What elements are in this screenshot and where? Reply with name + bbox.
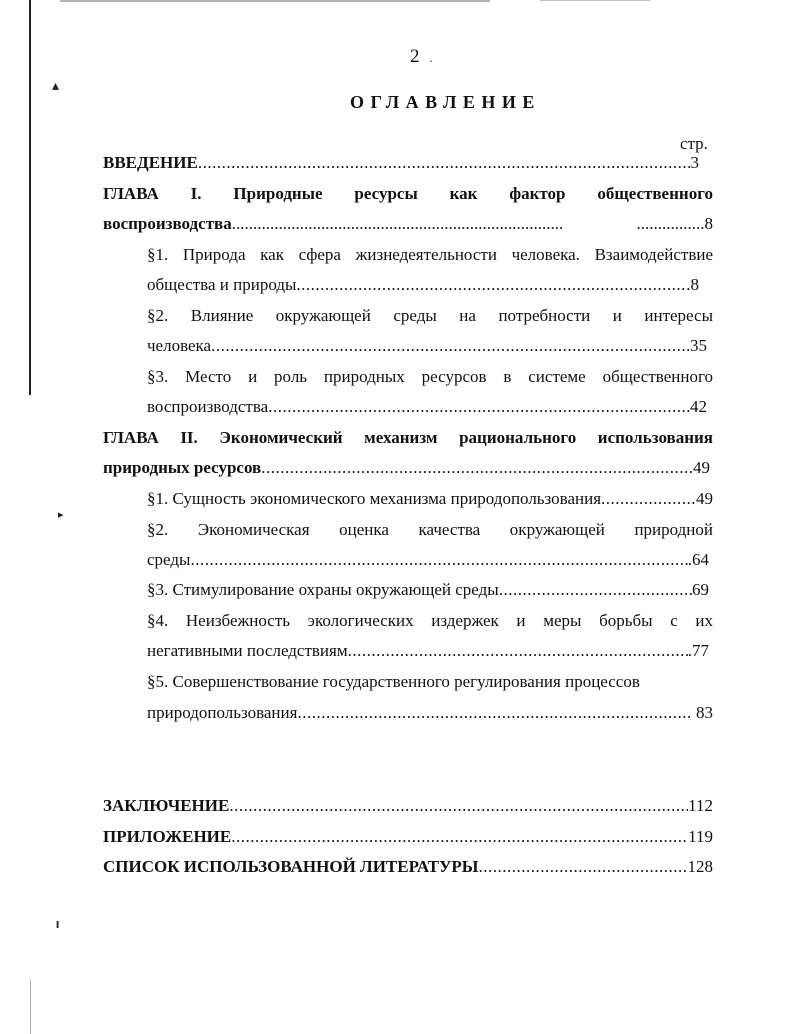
toc-ch2-section-5[interactable]: §5. Совершенствование государственного регулирования процессов: [147, 672, 640, 691]
scan-artifact: ▴: [52, 79, 60, 94]
toc-ch2-section-4-line2[interactable]: негативными последствиям ..... .77: [147, 641, 709, 663]
toc-ch1-section-1[interactable]: §1. Природа как сфера жизнедеятельности человека. Взаимодействие: [147, 245, 713, 264]
scan-artifact: ▸: [58, 509, 64, 521]
toc-ch2-section-2[interactable]: §2. Экономическая оценка качества окружающей природной: [147, 520, 713, 539]
toc-ch1-section-1-line2[interactable]: общества и природы ..... .8: [147, 275, 699, 297]
toc-chapter-2-heading[interactable]: ГЛАВА II. Экономический механизм рационального использования: [103, 428, 713, 447]
scan-artifact: ╻: [54, 914, 62, 928]
toc-ch1-section-2-line2[interactable]: человека ..... 35: [147, 336, 707, 358]
toc-chapter-2-line2[interactable]: природных ресурсов ..... .49: [103, 458, 710, 480]
toc-ch2-section-5-line2[interactable]: природопользования ..... 83: [147, 703, 713, 725]
toc-ch2-section-4[interactable]: §4. Неизбежность экологических издержек и меры борьбы с их: [147, 611, 713, 630]
toc-chapter-1-heading[interactable]: ГЛАВА I. Природные ресурсы как фактор общественного: [103, 184, 713, 203]
toc-chapter-1-line2[interactable]: воспроизводства ..... ..... 8: [103, 214, 713, 236]
binding-margin-line-lower: [30, 980, 31, 1034]
toc-title: ОГЛАВЛЕНИЕ: [350, 92, 541, 112]
binding-margin-line: [29, 0, 31, 395]
toc-entry-intro[interactable]: ВВЕДЕНИЕ ..... 3: [103, 153, 699, 175]
toc-ch2-section-1[interactable]: §1. Сущность экономического механизма природопользования ..... 49: [147, 489, 713, 511]
page-number: 2 .: [410, 46, 433, 67]
scan-edge-top-right: [540, 0, 650, 1]
toc-ch1-section-3-line2[interactable]: воспроизводства ..... 42: [147, 397, 707, 419]
toc-entry-conclusion[interactable]: ЗАКЛЮЧЕНИЕ ..... 112: [103, 796, 713, 818]
toc-entry-appendix[interactable]: ПРИЛОЖЕНИЕ ..... 119: [103, 827, 713, 849]
toc-ch1-section-2[interactable]: §2. Влияние окружающей среды на потребности и интересы: [147, 306, 713, 325]
page-column-label: стр.: [680, 134, 708, 153]
scan-edge-top: [60, 0, 490, 2]
toc-ch2-section-3[interactable]: §3. Стимулирование охраны окружающей среды ..... 69: [147, 580, 709, 602]
toc-ch2-section-2-line2[interactable]: среды ..... .64: [147, 550, 709, 572]
toc-entry-references[interactable]: СПИСОК ИСПОЛЬЗОВАННОЙ ЛИТЕРАТУРЫ ..... 128: [103, 857, 713, 879]
toc-ch1-section-3[interactable]: §3. Место и роль природных ресурсов в системе общественного: [147, 367, 713, 386]
